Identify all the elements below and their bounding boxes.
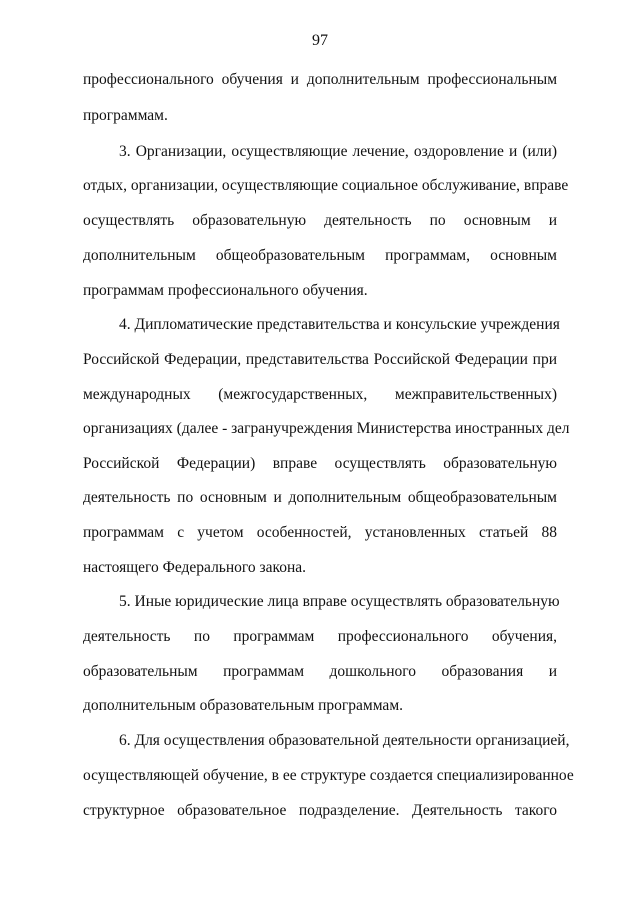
text-line: образовательным программам дошкольного образования и [83,663,557,680]
text-line: настоящего Федерального закона. [83,559,307,576]
text-line: Российской Федерации) вправе осуществлять образовательную [83,455,557,472]
text-line: осуществляющей обучение, в ее структуре создается специализированное [83,767,574,784]
page-number: 97 [312,32,328,49]
text-line: деятельность по основным и дополнительным общеобразовательным [83,489,557,506]
text-line: дополнительным общеобразовательным программам, основным [83,247,557,264]
text-line: структурное образовательное подразделение. Деятельность такого [83,802,557,819]
text-line: Российской Федерации, представительства Российской Федерации при [83,351,557,368]
text-line: дополнительным образовательным программам. [83,697,403,714]
paragraph-start-line: 3. Организации, осуществляющие лечение, оздоровление и (или) [119,143,557,160]
text-line: программам. [83,107,168,124]
text-line: программам с учетом особенностей, установленных статьей 88 [83,524,557,541]
text-line: осуществлять образовательную деятельность по основным и [83,212,557,229]
paragraph-start-line: 4. Дипломатические представительства и консульские учреждения [119,316,560,333]
text-line: деятельность по программам профессионального обучения, [83,628,557,645]
text-line: программам профессионального обучения. [83,282,368,299]
text-line: профессионального обучения и дополнительным профессиональным [83,71,557,88]
paragraph-start-line: 5. Иные юридические лица вправе осуществлять образовательную [119,593,560,610]
text-line: международных (межгосударственных, межправительственных) [83,386,557,403]
text-line: отдых, организации, осуществляющие социальное обслуживание, вправе [83,177,569,194]
text-line: организациях (далее - загранучреждения Министерства иностранных дел [83,420,570,437]
paragraph-start-line: 6. Для осуществления образовательной деятельности организацией, [119,732,570,749]
